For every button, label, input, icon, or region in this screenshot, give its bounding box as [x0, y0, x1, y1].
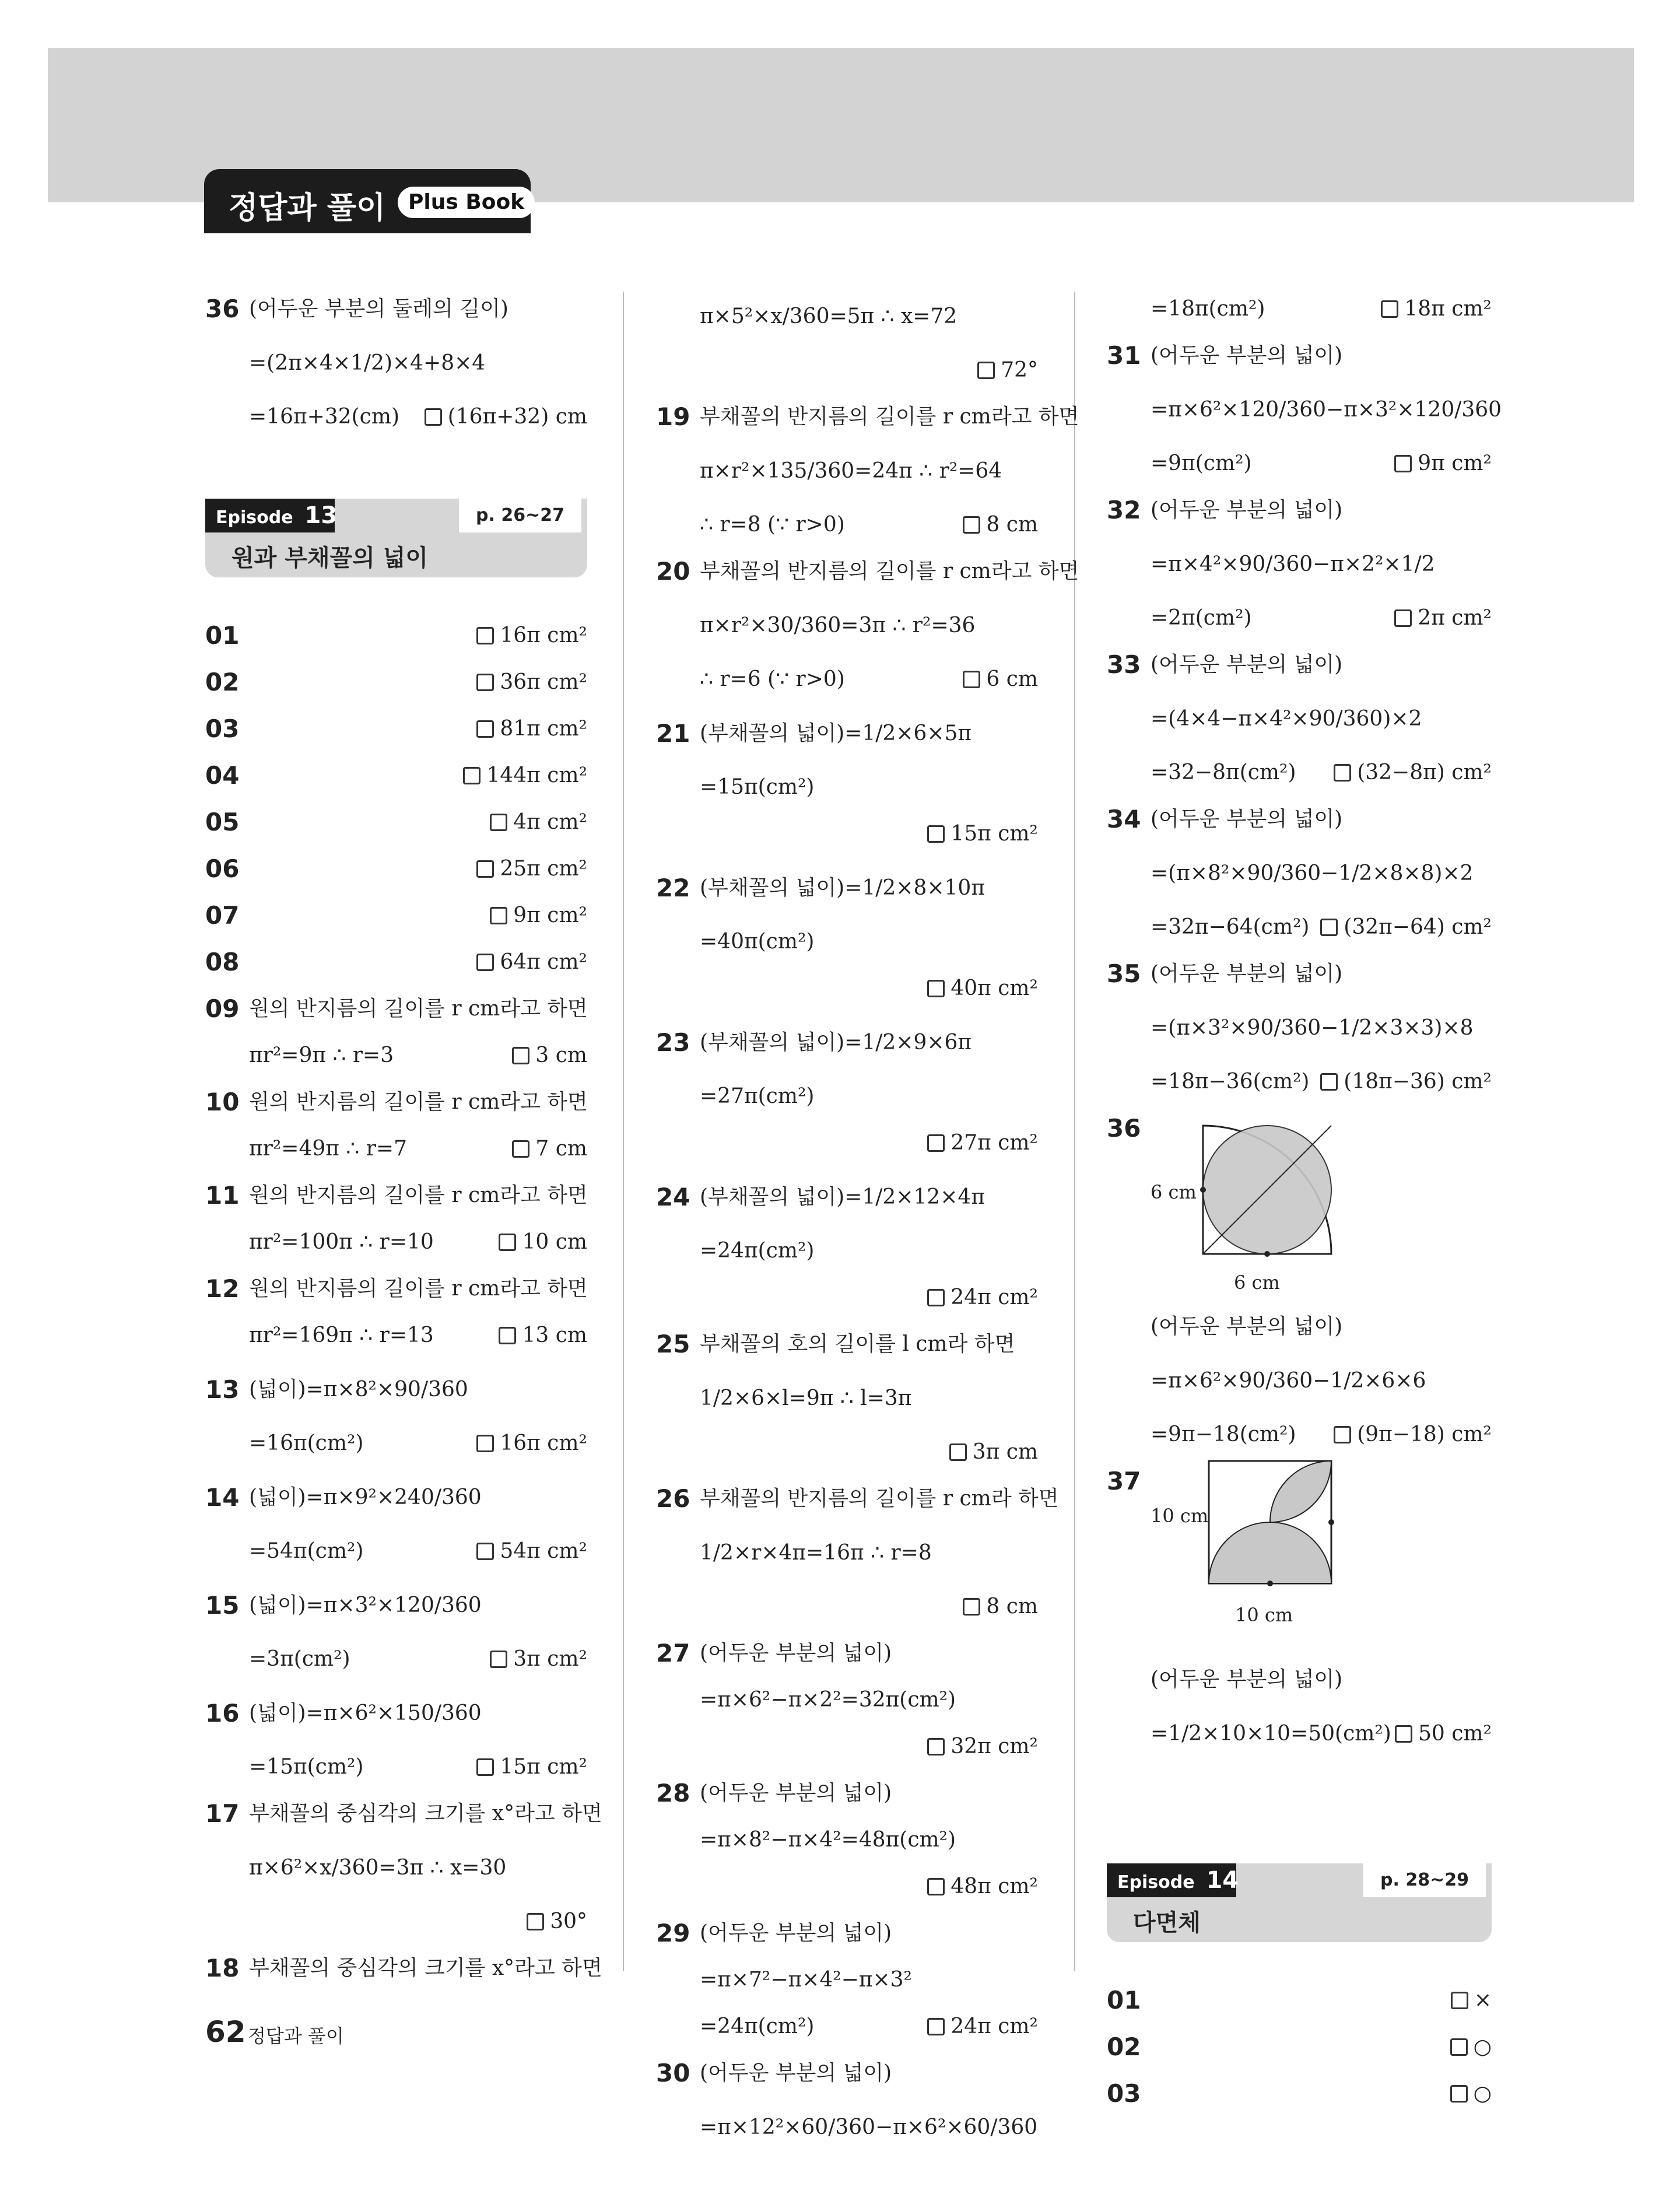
answer-line [1107, 1059, 1492, 1105]
solution-text: (어두운 부분의 넓이) [1151, 498, 1343, 522]
problem-number: 28 [656, 1779, 690, 1807]
problem-number: 30 [656, 2059, 690, 2087]
solution-text: 1/2×6×l=9π ∴ l=3π [700, 1386, 912, 1410]
answer-value: ○ [1450, 2070, 1492, 2117]
answer-line [656, 1166, 1038, 1228]
answer-value: 144π cm² [463, 752, 587, 799]
figure-side-label: 6 cm [1151, 1181, 1197, 1203]
solution-text: 원의 반지름의 길이를 r cm라고 하면 [249, 1277, 588, 1301]
answer-value: (9π−18) cm² [1334, 1411, 1492, 1458]
answer-line [205, 986, 587, 1032]
solution-text: =32−8π(cm²) [1151, 761, 1296, 784]
answer-line [656, 2097, 1038, 2158]
solution-text: (넓이)=π×3²×120/360 [249, 1593, 482, 1617]
problem-number: 21 [656, 719, 690, 748]
problem-number: 29 [656, 1919, 690, 1947]
answer-line [656, 1770, 1038, 1817]
answer-line [1107, 997, 1492, 1059]
answer-line [205, 846, 587, 892]
problem-number: 35 [1107, 959, 1141, 988]
solution-text: (어두운 부분의 넓이) [1151, 962, 1343, 986]
answer-line [1107, 1977, 1492, 2024]
answer-line [656, 1274, 1038, 1321]
solution-text: 1/2×r×4π=16π ∴ r=8 [700, 1541, 932, 1565]
problem-number: 02 [205, 668, 240, 696]
answer-value: 15π cm² [476, 1744, 587, 1790]
answer-line [656, 1120, 1038, 1166]
solution-text: =(2π×4×1/2)×4+8×4 [249, 351, 486, 375]
answer-value: 32π cm² [927, 1723, 1038, 1770]
answer-value: 4π cm² [490, 799, 587, 846]
problem-36-intro [205, 286, 587, 440]
solution-text: 부채꼴의 반지름의 길이를 r cm라 하면 [700, 1487, 1059, 1511]
solution-text: =π×6²−π×2²=32π(cm²) [700, 1688, 956, 1712]
figure-bottom-label: 6 cm [1234, 1271, 1280, 1294]
quarter-circle-figure [1197, 1120, 1337, 1271]
problem-number: 16 [205, 1699, 240, 1728]
solution-text: =18π(cm²) [1151, 297, 1265, 321]
header-badge: Plus Book [398, 187, 535, 218]
answer-line [656, 1228, 1038, 1274]
answer-line [656, 1012, 1038, 1073]
problem-number: 18 [205, 1954, 240, 1982]
answer-line [205, 1837, 587, 1898]
answer-value: 2π cm² [1394, 595, 1492, 642]
solution-text: =15π(cm²) [700, 775, 815, 799]
solution-text: =24π(cm²) [700, 2014, 815, 2038]
problem-number: 32 [1107, 496, 1141, 524]
answer-value: 8 cm [963, 1583, 1038, 1630]
answer-line [656, 2050, 1038, 2097]
answer-value: 24π cm² [927, 1274, 1038, 1321]
episode-label: Episode 13 [205, 499, 335, 532]
answer-value: (18π−36) cm² [1320, 1059, 1492, 1105]
problem-number: 26 [656, 1484, 690, 1513]
answer-line [1107, 843, 1492, 904]
answer-line [205, 332, 587, 394]
answer-list [1107, 286, 1502, 1105]
solution-text: 부채꼴의 반지름의 길이를 r cm라고 하면 [700, 559, 1079, 583]
answer-list [1107, 1304, 1492, 1458]
problem-number: 07 [205, 901, 240, 930]
answer-line [205, 1172, 587, 1219]
column-1 [205, 286, 602, 1992]
solution-text: =3π(cm²) [249, 1647, 350, 1671]
problem-number: 15 [205, 1591, 240, 1620]
solution-text: =27π(cm²) [700, 1084, 815, 1108]
solution-text: 부채꼴의 반지름의 길이를 r cm라고 하면 [700, 405, 1079, 429]
answer-line [1107, 688, 1492, 749]
answer-line [205, 1359, 587, 1420]
answer-line [656, 1910, 1038, 1957]
answer-list [1107, 1656, 1492, 1764]
answer-line [656, 286, 1038, 347]
answer-value: 6 cm [963, 656, 1038, 703]
answer-value: 24π cm² [927, 2003, 1038, 2050]
solution-text: (어두운 부분의 둘레의 길이) [249, 297, 508, 321]
solution-text: =54π(cm²) [249, 1539, 364, 1563]
solution-text: (어두운 부분의 넓이) [1151, 1315, 1343, 1338]
solution-text: (어두운 부분의 넓이) [1151, 1667, 1343, 1691]
answer-value: 64π cm² [476, 939, 587, 986]
solution-text: πr²=100π ∴ r=10 [249, 1230, 434, 1254]
figure-36 [1107, 1152, 1492, 1304]
problem-number: 13 [205, 1375, 240, 1404]
answer-line [1107, 904, 1492, 951]
answer-value: 16π cm² [476, 1420, 587, 1467]
episode-13-header [205, 499, 587, 577]
solution-text: =18π−36(cm²) [1151, 1070, 1310, 1094]
answer-line [656, 2003, 1038, 2050]
problem-number: 34 [1107, 805, 1141, 833]
answer-line [1107, 642, 1492, 688]
episode-14-header [1107, 1863, 1492, 1942]
solution-text: (넓이)=π×9²×240/360 [249, 1485, 482, 1509]
answer-line [1107, 1703, 1492, 1764]
column-2 [656, 286, 1079, 2158]
answer-line [205, 1312, 587, 1359]
answer-line [656, 1957, 1038, 2003]
answer-value: (32π−64) cm² [1320, 904, 1492, 951]
answer-line [205, 1636, 587, 1683]
solution-text: =2π(cm²) [1151, 606, 1252, 630]
answer-line [656, 1368, 1038, 1429]
answer-line [1107, 595, 1492, 642]
answer-value: × [1451, 1977, 1492, 2024]
answer-line [205, 1126, 587, 1172]
problem-number: 01 [205, 621, 240, 650]
answer-value: 48π cm² [927, 1863, 1038, 1910]
solution-text: ∴ r=6 (∵ r>0) [700, 667, 845, 691]
problem-number: 08 [205, 948, 240, 976]
answer-line [656, 1817, 1038, 1863]
problem-number: 31 [1107, 341, 1141, 370]
solution-text: (부채꼴의 넓이)=1/2×9×6π [700, 1031, 972, 1054]
answer-list [1107, 1977, 1492, 2117]
answer-value: (32−8π) cm² [1334, 749, 1492, 796]
problem-number: 36 [1107, 1114, 1141, 1143]
answer-value: 3π cm² [490, 1636, 587, 1683]
answer-line [656, 1863, 1038, 1910]
solution-text: πr²=169π ∴ r=13 [249, 1323, 434, 1347]
episode-number: 14 [1206, 1867, 1239, 1894]
solution-text: =π×12²×60/360−π×6²×60/360 [700, 2115, 1038, 2139]
problem-number: 11 [205, 1181, 240, 1210]
answer-line [1107, 796, 1492, 843]
answer-line [656, 1723, 1038, 1770]
answer-line [1107, 1411, 1492, 1458]
answer-line [656, 919, 1038, 965]
answer-value: 27π cm² [927, 1120, 1038, 1166]
answer-value: 8 cm [963, 502, 1038, 548]
episode-title: 원과 부채꼴의 넓이 [232, 545, 428, 572]
solution-text: π×5²×x/360=5π ∴ x=72 [700, 304, 958, 328]
answer-line [205, 1467, 587, 1528]
solution-text: =π×6²×90/360−1/2×6×6 [1151, 1369, 1426, 1393]
answer-value: 9π cm² [1394, 440, 1492, 487]
solution-text: 원의 반지름의 길이를 r cm라고 하면 [249, 997, 588, 1021]
answer-line [1107, 1350, 1492, 1411]
solution-text: (어두운 부분의 넓이) [700, 1921, 892, 1945]
episode-pages: p. 28~29 [1363, 1863, 1486, 1897]
problem-number: 12 [205, 1274, 240, 1303]
answer-line [205, 1528, 587, 1575]
solution-text: (어두운 부분의 넓이) [700, 1641, 892, 1665]
answer-line [1107, 1656, 1492, 1703]
solution-text: =9π−18(cm²) [1151, 1422, 1296, 1446]
square-figure [1203, 1455, 1337, 1601]
answer-value: 3 cm [512, 1032, 587, 1079]
answer-line [656, 1630, 1038, 1677]
answer-value: 30° [527, 1898, 587, 1945]
answer-line [656, 764, 1038, 811]
solution-text: ∴ r=8 (∵ r>0) [700, 513, 845, 537]
answer-line [1107, 379, 1502, 440]
column-divider [623, 292, 624, 1971]
answer-value: 15π cm² [927, 811, 1038, 857]
solution-text: =π×7²−π×4²−π×3² [700, 1968, 912, 1992]
problem-number: 22 [656, 874, 690, 902]
answer-line [656, 656, 1038, 703]
answer-value: 9π cm² [490, 892, 587, 939]
solution-text: =(π×3²×90/360−1/2×3×3)×8 [1151, 1016, 1474, 1040]
answer-line [205, 752, 587, 799]
header-title: 정답과 풀이 [229, 191, 386, 226]
answer-line [205, 1032, 587, 1079]
solution-text: (부채꼴의 넓이)=1/2×8×10π [700, 876, 985, 900]
solution-text: (어두운 부분의 넓이) [700, 1781, 892, 1805]
solution-text: =15π(cm²) [249, 1755, 364, 1779]
column-3 [1107, 286, 1502, 2117]
solution-text: (어두운 부분의 넓이) [1151, 344, 1343, 367]
problem-number: 17 [205, 1799, 240, 1828]
answer-line [656, 1073, 1038, 1120]
solution-text: (어두운 부분의 넓이) [1151, 807, 1343, 831]
answer-line [205, 1266, 587, 1312]
solution-text: π×6²×x/360=3π ∴ x=30 [249, 1856, 507, 1880]
answer-value: 54π cm² [476, 1528, 587, 1575]
solution-text: =16π(cm²) [249, 1431, 364, 1455]
episode-label: Episode 14 [1107, 1863, 1236, 1897]
answer-line [656, 857, 1038, 919]
problem-number: 33 [1107, 650, 1141, 679]
answer-line [1107, 332, 1492, 379]
answer-line [1107, 1304, 1492, 1350]
episode-number: 13 [304, 502, 338, 529]
footer-label: 정답과 풀이 [248, 2025, 344, 2047]
answer-line [656, 502, 1038, 548]
answer-line [656, 811, 1038, 857]
answer-value: 50 cm² [1395, 1703, 1492, 1764]
problem-number: 10 [205, 1088, 240, 1116]
figure-37 [1107, 1505, 1492, 1656]
answer-line [1107, 534, 1492, 595]
solution-text: =π×6²×120/360−π×3²×120/360 [1151, 398, 1502, 422]
solution-text: =π×4²×90/360−π×2²×1/2 [1151, 552, 1435, 576]
answer-value: 36π cm² [476, 659, 587, 706]
problem-number: 06 [205, 854, 240, 883]
problem-number: 37 [1107, 1467, 1141, 1495]
solution-text: =(π×8²×90/360−1/2×8×8)×2 [1151, 861, 1474, 885]
answer-value: 3π cm [949, 1429, 1038, 1476]
answer-line [1107, 951, 1492, 997]
answer-line [1107, 2024, 1492, 2070]
solution-text: =9π(cm²) [1151, 451, 1252, 475]
answer-line [1107, 286, 1492, 332]
answer-line [656, 1583, 1038, 1630]
problem-number: 02 [1107, 2033, 1141, 2061]
answer-line [205, 706, 587, 752]
problem-number: 01 [1107, 1986, 1141, 2014]
answer-line [205, 1945, 602, 1992]
solution-text: πr²=9π ∴ r=3 [249, 1043, 394, 1067]
page-number: 62 [205, 2015, 246, 2049]
answer-value: 13 cm [499, 1312, 587, 1359]
solution-text: (넓이)=π×8²×90/360 [249, 1378, 468, 1401]
answer-line [656, 1429, 1038, 1476]
answer-line [656, 440, 1038, 502]
answer-line [656, 394, 1079, 440]
column-divider [1074, 292, 1075, 1971]
solution-text: (어두운 부분의 넓이) [700, 2061, 892, 2085]
answer-value: ○ [1450, 2024, 1492, 2070]
problem-number: 25 [656, 1330, 690, 1358]
answer-line [205, 659, 587, 706]
answer-line [205, 1079, 587, 1126]
solution-text: π×r²×135/360=24π ∴ r²=64 [700, 459, 1002, 483]
solution-text: (부채꼴의 넓이)=1/2×12×4π [700, 1185, 985, 1209]
answer-value: 25π cm² [476, 846, 587, 892]
answer-value: 81π cm² [476, 706, 587, 752]
answer-line [205, 1744, 587, 1790]
solution-text: =16π+32(cm) [249, 405, 399, 429]
answer-line [656, 1522, 1038, 1583]
problem-number: 03 [1107, 2079, 1141, 2108]
answer-value: (16π+32) cm [425, 394, 587, 440]
answer-list [205, 612, 602, 1992]
problem-number: 04 [205, 761, 240, 790]
answer-line [656, 595, 1038, 656]
answer-line [205, 1898, 587, 1945]
solution-text: =π×8²−π×4²=48π(cm²) [700, 1828, 956, 1852]
answer-line [205, 1420, 587, 1467]
answer-line [656, 1476, 1059, 1522]
answer-line [656, 1677, 1038, 1723]
solution-text: =32π−64(cm²) [1151, 915, 1310, 939]
answer-value: 10 cm [499, 1219, 587, 1266]
solution-text: πr²=49π ∴ r=7 [249, 1137, 408, 1161]
answer-line [656, 347, 1038, 394]
answer-line [656, 703, 1038, 764]
solution-text: 부채꼴의 호의 길이를 l cm라 하면 [700, 1332, 1015, 1356]
answer-value: 18π cm² [1381, 286, 1492, 332]
answer-line [205, 286, 587, 332]
answer-line [205, 612, 587, 659]
episode-pages: p. 26~27 [459, 499, 581, 532]
solution-text: π×r²×30/360=3π ∴ r²=36 [700, 614, 976, 637]
answer-line [656, 965, 1038, 1012]
solution-text: =40π(cm²) [700, 930, 815, 954]
answer-value: 16π cm² [476, 612, 587, 659]
problem-number: 05 [205, 808, 240, 836]
solution-text: 원의 반지름의 길이를 r cm라고 하면 [249, 1090, 588, 1114]
solution-text: (부채꼴의 넓이)=1/2×6×5π [700, 721, 972, 745]
solution-text: 부채꼴의 중심각의 크기를 x°라고 하면 [249, 1802, 602, 1825]
solution-text: =24π(cm²) [700, 1239, 815, 1263]
answer-line [1107, 2070, 1492, 2117]
answer-line [656, 548, 1079, 595]
solution-text: 원의 반지름의 길이를 r cm라고 하면 [249, 1183, 588, 1207]
answer-line [205, 799, 587, 846]
solution-text: (어두운 부분의 넓이) [1151, 653, 1343, 677]
problem-number: 36 [205, 295, 240, 323]
solution-text: =1/2×10×10=50(cm²) [1151, 1722, 1391, 1746]
answer-line [656, 1321, 1038, 1368]
problem-number: 19 [656, 402, 690, 431]
solution-text: 부채꼴의 중심각의 크기를 x°라고 하면 [249, 1956, 602, 1980]
problem-number: 20 [656, 557, 690, 586]
answer-value: 72° [977, 347, 1038, 394]
answer-line [205, 1790, 602, 1837]
problem-number: 23 [656, 1028, 690, 1057]
problem-number: 24 [656, 1183, 690, 1211]
answer-line [1107, 440, 1492, 487]
answer-list [656, 286, 1079, 2158]
answer-line [205, 1575, 587, 1636]
figure-side-label: 10 cm [1151, 1505, 1209, 1527]
solution-text: (넓이)=π×6²×150/360 [249, 1701, 482, 1725]
figure-bottom-label: 10 cm [1235, 1604, 1293, 1626]
answer-line [205, 1683, 587, 1744]
answer-line [205, 892, 587, 939]
solution-text: =(4×4−π×4²×90/360)×2 [1151, 707, 1422, 731]
answer-line [1107, 749, 1492, 796]
episode-title: 다면체 [1133, 1909, 1201, 1936]
answer-line [1107, 487, 1492, 534]
answer-value: 7 cm [512, 1126, 587, 1172]
answer-value: 40π cm² [927, 965, 1038, 1012]
problem-number: 03 [205, 714, 240, 743]
answer-line [205, 1219, 587, 1266]
answer-line [205, 939, 587, 986]
problem-number: 14 [205, 1483, 240, 1512]
problem-number: 27 [656, 1639, 690, 1667]
answer-line [205, 394, 587, 440]
problem-number: 09 [205, 994, 240, 1023]
